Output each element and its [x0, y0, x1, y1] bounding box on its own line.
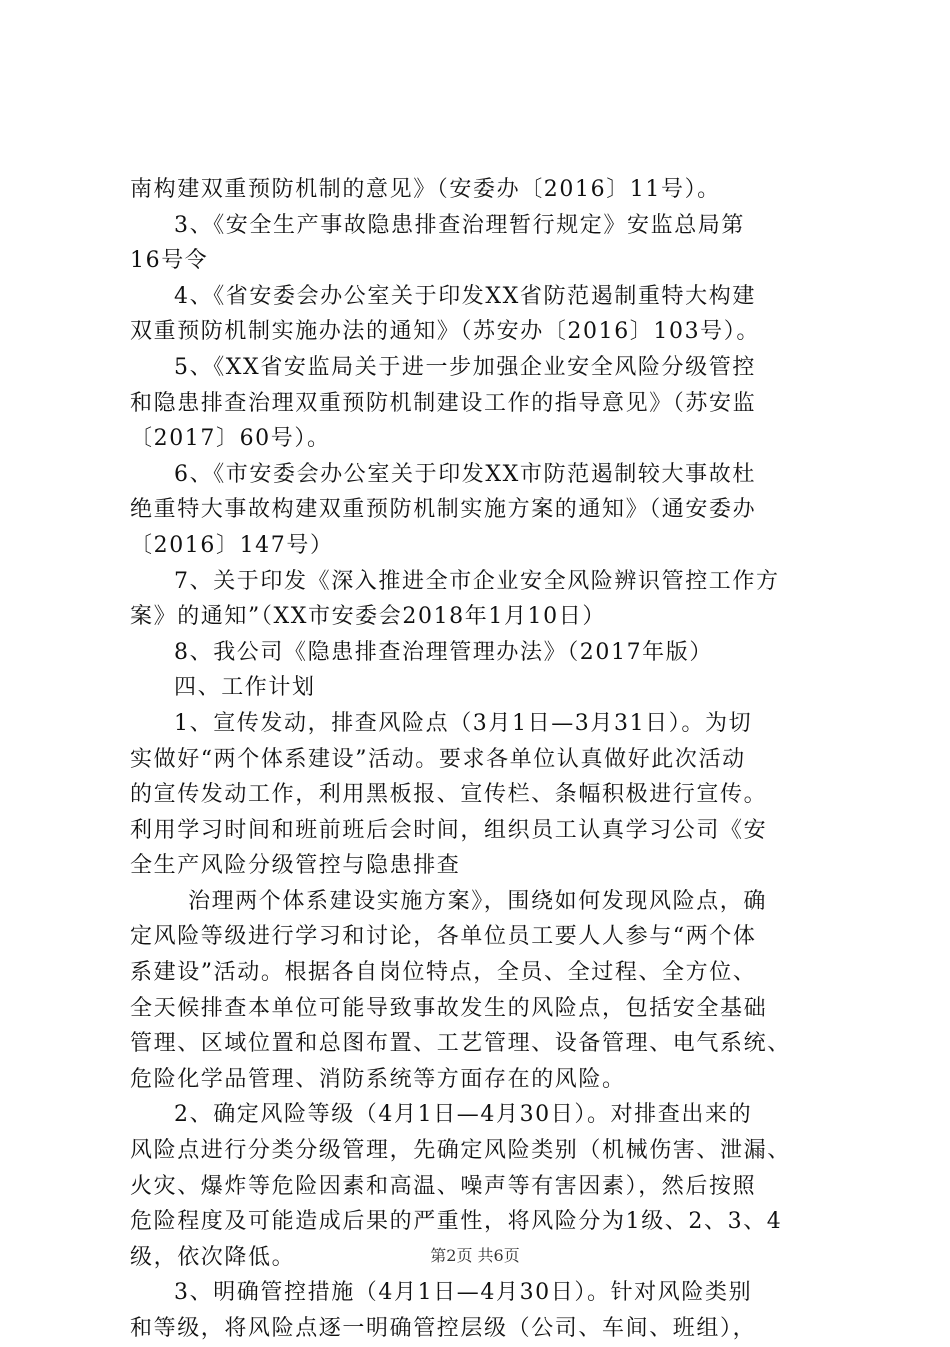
text-line: 治理两个体系建设实施方案》，围绕如何发现风险点，确 — [188, 888, 768, 914]
text-line: 定风险等级进行学习和讨论，各单位员工要人人参与“两个体 — [130, 924, 757, 950]
text-line: 3、明确管控措施（4月1日—4月30日）。针对风险类别 — [174, 1280, 753, 1306]
text-line: 系建设”活动。根据各自岗位特点，全员、全过程、全方位、 — [130, 960, 757, 986]
text-line: 8、我公司《隐患排查治理管理办法》（2017年版） — [174, 639, 713, 665]
page-footer: 第2页 共6页 — [430, 1246, 520, 1265]
text-line: 火灾、爆炸等危险因素和高温、噪声等有害因素），然后按照 — [130, 1173, 757, 1199]
text-line: 级，依次降低。 — [130, 1244, 296, 1270]
text-line: 绝重特大事故构建双重预防机制实施方案的通知》（通安委办 — [130, 497, 757, 523]
text-line: 4、《省安委会办公室关于印发XX省防范遏制重特大构建 — [174, 283, 756, 309]
text-line: 全天候排查本单位可能导致事故发生的风险点，包括安全基础 — [130, 995, 768, 1021]
text-line: 的宣传发动工作，利用黑板报、宣传栏、条幅积极进行宣传。 — [130, 782, 768, 808]
text-line: 全生产风险分级管控与隐患排查 — [130, 853, 461, 879]
text-line: 和等级，将风险点逐一明确管控层级（公司、车间、班组）， — [130, 1316, 757, 1341]
text-line: 〔2016〕147号） — [130, 532, 334, 558]
text-line: 〔2017〕60号）。 — [130, 426, 331, 452]
text-line: 6、《市安委会办公室关于印发XX市防范遏制较大事故杜 — [174, 461, 756, 487]
text-line: 实做好“两个体系建设”活动。要求各单位认真做好此次活动 — [130, 746, 746, 772]
text-line: 危险程度及可能造成后果的严重性，将风险分为1级、2、3、4 — [130, 1209, 783, 1235]
text-line: 案》的通知”（XX市安委会2018年1月10日） — [130, 604, 606, 630]
text-line: 和隐患排查治理双重预防机制建设工作的指导意见》（苏安监 — [130, 390, 757, 416]
text-line: 四、工作计划 — [174, 675, 316, 701]
text-line: 风险点进行分类分级管理，先确定风险类别（机械伤害、泄漏、 — [130, 1138, 791, 1164]
text-line: 1、宣传发动，排查风险点（3月1日—3月31日）。为切 — [174, 710, 753, 736]
text-line: 管理、区域位置和总图布置、工艺管理、设备管理、电气系统、 — [130, 1031, 791, 1057]
text-line: 南构建双重预防机制的意见》（安委办〔2016〕11号）。 — [130, 177, 721, 202]
text-line: 双重预防机制实施办法的通知》（苏安办〔2016〕103号）。 — [130, 319, 760, 345]
text-line: 危险化学品管理、消防系统等方面存在的风险。 — [130, 1066, 626, 1092]
text-line: 2、确定风险等级（4月1日—4月30日）。对排查出来的 — [174, 1102, 753, 1128]
text-line: 16号令 — [130, 248, 209, 274]
text-line: 7、关于印发《深入推进全市企业安全风险辨识管控工作方 — [174, 568, 780, 594]
text-line: 5、《XX省安监局关于进一步加强企业安全风险分级管控 — [174, 354, 756, 380]
text-line: 3、《安全生产事故隐患排查治理暂行规定》安监总局第 — [174, 212, 745, 238]
text-line: 利用学习时间和班前班后会时间，组织员工认真学习公司《安 — [130, 817, 768, 843]
document-body — [130, 172, 830, 1347]
